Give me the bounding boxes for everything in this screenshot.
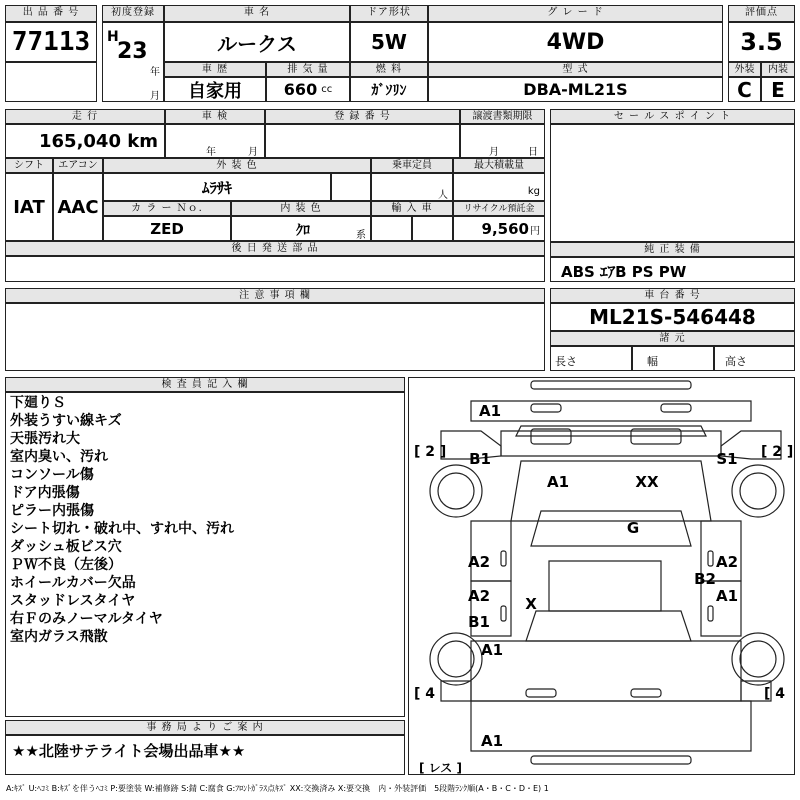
- caution-label: 注 意 事 項 欄: [5, 288, 545, 303]
- grade-label: グ レ ー ド: [428, 5, 723, 22]
- lot-blank: [5, 62, 97, 102]
- lot-number: 77113: [5, 22, 97, 62]
- color-number-label: カ ラ ー Ｎｏ.: [103, 201, 231, 216]
- displacement-label: 排 気 量: [266, 62, 350, 77]
- inspector-note: シート切れ・破れ中、すれ中、汚れ: [10, 521, 234, 537]
- mark-left-rear-door: A2: [467, 587, 491, 605]
- seat-front-right: [ 2 ]: [761, 444, 794, 460]
- inspector-note: 室内ガラス飛散: [10, 629, 108, 645]
- office-text: ★★北陸サテライト会場出品車★★: [12, 742, 246, 760]
- mark-rear-bumper: A1: [480, 732, 504, 750]
- month-unit: 月: [150, 91, 160, 102]
- fuel-label: 燃 料: [350, 62, 428, 77]
- interior-color-label: 内 装 色: [231, 201, 371, 216]
- sales-point-box: [550, 124, 795, 242]
- type-label: 型 式: [428, 62, 723, 77]
- mileage-label: 走 行: [5, 109, 165, 124]
- height-label: 高さ: [725, 355, 747, 368]
- import-box-1: [371, 216, 412, 241]
- shift-label: シフト: [5, 158, 53, 173]
- damage-diagram: [408, 377, 795, 775]
- inspection-year-unit: 年: [206, 147, 216, 158]
- parts-box: [5, 256, 545, 282]
- year-unit: 年: [150, 67, 160, 78]
- office-label: 事 務 局 よ り ご 案 内: [5, 720, 405, 735]
- inspector-note: スタッドレスタイヤ: [10, 593, 136, 609]
- inspector-notes: [5, 392, 405, 717]
- seat-rear-left: [ 4: [414, 686, 436, 702]
- score-label: 評価点: [728, 5, 795, 22]
- inspector-label: 検 査 員 記 入 欄: [5, 377, 405, 392]
- transfer-box: [460, 124, 545, 158]
- car-diagram-svg: [409, 378, 794, 774]
- rear-note: [ レス ]: [419, 761, 462, 774]
- inspector-note: ホイールカバー欠品: [10, 575, 136, 591]
- mark-right-front-door: A2: [715, 553, 739, 571]
- mark-front-bumper: A1: [478, 402, 502, 420]
- dimensions-label: 諸 元: [550, 331, 795, 346]
- seat-front-left: [ 2 ]: [414, 444, 447, 460]
- doors-label: ドア形状: [350, 5, 428, 22]
- seat-rear-right: [ 4: [764, 686, 786, 702]
- import-box-2: [412, 216, 453, 241]
- mark-right-rear: B2: [694, 570, 716, 588]
- parts-label: 後 日 発 送 部 品: [5, 241, 545, 256]
- chassis-label: 車 台 番 号: [550, 288, 795, 303]
- history-label: 車 歴: [164, 62, 266, 77]
- first-registration-label: 初度登録: [102, 5, 164, 22]
- inspection-month-unit: 月: [248, 147, 258, 158]
- interior-color-box: [231, 216, 371, 241]
- capacity-unit: 人: [438, 190, 448, 201]
- type-code: DBA-ML21S: [428, 77, 723, 102]
- transfer-day-unit: 日: [528, 147, 538, 158]
- width-label: 幅: [647, 355, 658, 368]
- sales-point-label: セ ー ル ス ポ イ ン ト: [550, 109, 795, 124]
- equipment-box: [550, 257, 795, 282]
- inspector-note: ＰＷ不良（左後）: [10, 557, 122, 573]
- mark-bonnet-left: B1: [469, 450, 491, 468]
- era: H: [107, 29, 119, 45]
- inspector-note: 右Ｆのみノーマルタイヤ: [10, 611, 163, 627]
- grade: 4WD: [428, 22, 723, 62]
- fuel: ｶﾞｿﾘﾝ: [350, 77, 428, 102]
- mark-center-floor: X: [525, 595, 537, 613]
- load-box: [453, 173, 545, 201]
- mark-left-front-door: A2: [467, 553, 491, 571]
- length-box: [550, 346, 632, 371]
- inspector-note: ダッシュ板ビス穴: [10, 539, 122, 555]
- capacity-box: [371, 173, 453, 201]
- lot-number-label: 出 品 番 号: [5, 5, 97, 22]
- inspection-box: [165, 124, 265, 158]
- history: 自家用: [164, 77, 266, 102]
- model-name: ルークス: [164, 22, 350, 62]
- mark-left-quarter: A1: [480, 641, 504, 659]
- equipment: ABS ｴｱB PS PW: [561, 263, 687, 281]
- score: 3.5: [728, 22, 795, 62]
- mark-roof-left: A1: [546, 473, 570, 491]
- model-label: 車 名: [164, 5, 350, 22]
- registration-year: 23: [117, 39, 148, 64]
- doors: 5W: [350, 22, 428, 62]
- inspector-note: ピラー内張傷: [10, 503, 94, 519]
- recycle-box: [453, 216, 545, 241]
- body-color: ﾑﾗｻｷ: [103, 173, 331, 201]
- interior-color-unit: 系: [356, 230, 366, 241]
- mileage-box: [5, 124, 165, 158]
- interior-color: ｸﾛ: [296, 223, 310, 239]
- inspection-label: 車 検: [165, 109, 265, 124]
- ac-label: エアコン: [53, 158, 103, 173]
- color-label: 外 装 色: [103, 158, 371, 173]
- office-box: [5, 735, 405, 775]
- inspector-note: 外装うすい線キズ: [10, 413, 122, 429]
- transfer-label: 譲渡書類期限: [460, 109, 545, 124]
- caution-box: [5, 303, 545, 371]
- mileage: 165,040 km: [39, 131, 158, 152]
- color-blank: [331, 173, 371, 201]
- load-label: 最大積載量: [453, 158, 545, 173]
- mark-roof-right: XX: [635, 473, 659, 491]
- first-registration-box: [102, 22, 164, 102]
- inspector-note: ドア内張傷: [10, 485, 80, 501]
- shift: IAT: [5, 173, 53, 241]
- displacement-unit: cc: [321, 84, 333, 95]
- import-label: 輸 入 車: [371, 201, 453, 216]
- inspector-note: コンソール傷: [10, 467, 94, 483]
- equipment-label: 純 正 装 備: [550, 242, 795, 257]
- width-box: [632, 346, 714, 371]
- mark-right-rear-door: A1: [715, 587, 739, 605]
- recycle-label: リサイクル預託金: [453, 201, 545, 216]
- inspector-note: 下廻りＳ: [10, 395, 66, 411]
- mark-left-rear-door-2: B1: [468, 613, 490, 631]
- inspector-note: 天張汚れ大: [10, 431, 80, 447]
- transfer-month-unit: 月: [489, 147, 499, 158]
- plate-box: [265, 124, 460, 158]
- legend: A:ｷｽﾞ U:ﾍｺﾐ B:ｷｽﾞを伴うﾍｺﾐ P:要塗装 W:補修跡 S:錆 C:腐食 G:ﾌﾛﾝﾄｶﾞﾗｽ点ｷｽﾞ XX:交換済み X:要交換 内・外装評価 5段階ﾗﾝｸ順(A・B・C・D・E) 1: [6, 784, 549, 793]
- mark-roof-center: G: [626, 519, 640, 537]
- inspector-note: 室内臭い、汚れ: [10, 449, 108, 465]
- mark-fender-right: S1: [716, 450, 738, 468]
- air-conditioner: AAC: [53, 173, 103, 241]
- load-unit: kg: [527, 186, 540, 197]
- exterior-grade: C: [728, 77, 761, 102]
- capacity-label: 乗車定員: [371, 158, 453, 173]
- interior-label: 内装: [761, 62, 795, 77]
- chassis-number: ML21S-546448: [550, 303, 795, 331]
- height-box: [714, 346, 795, 371]
- displacement: 660: [283, 80, 318, 99]
- plate-label: 登 録 番 号: [265, 109, 460, 124]
- displacement-box: [266, 77, 350, 102]
- exterior-label: 外装: [728, 62, 761, 77]
- interior-grade: E: [761, 77, 795, 102]
- length-label: 長さ: [555, 355, 577, 368]
- recycle-fee: 9,560円: [481, 220, 540, 238]
- color-number: ZED: [103, 216, 231, 241]
